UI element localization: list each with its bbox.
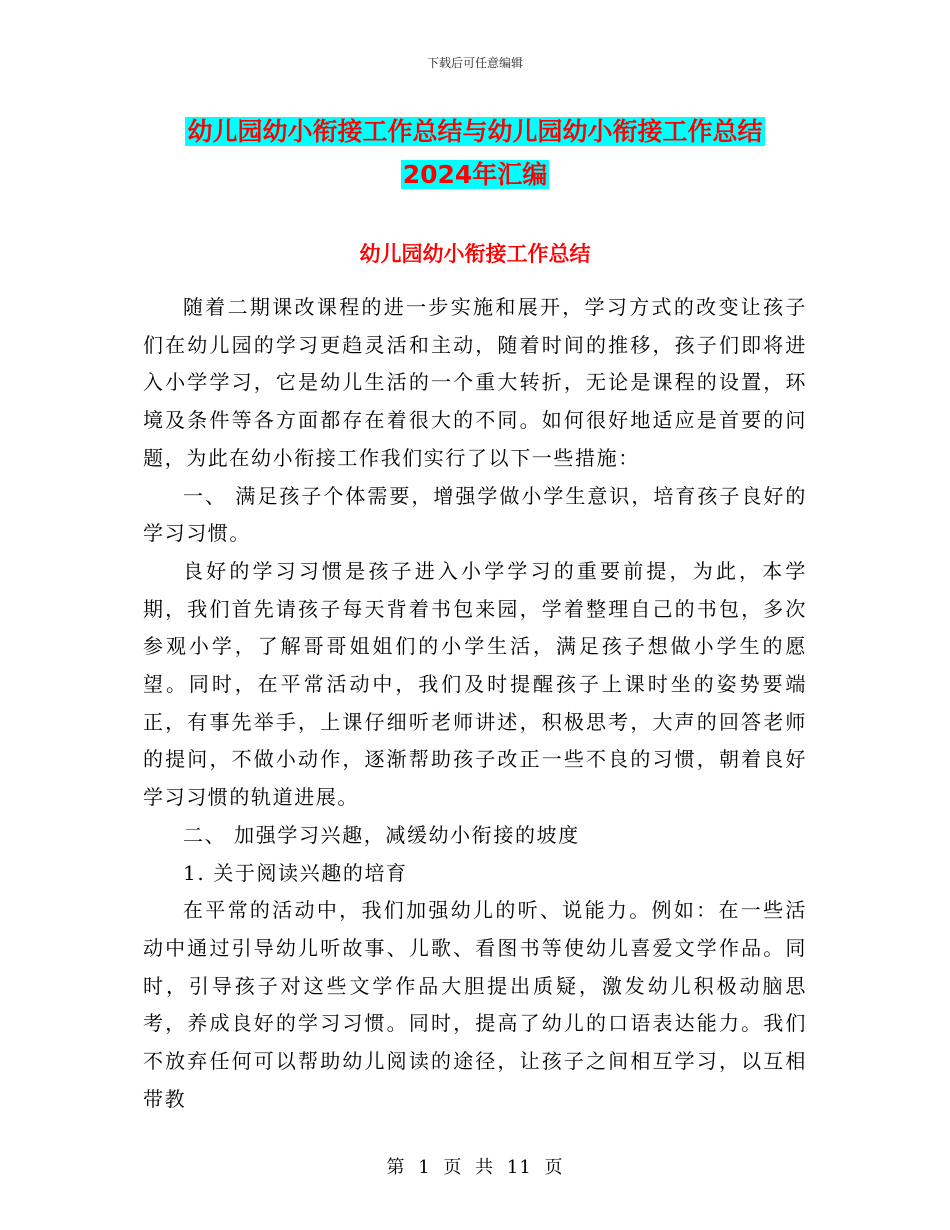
paragraph-habits: 良好的学习习惯是孩子进入小学学习的重要前提，为此，本学期，我们首先请孩子每天背着书包来园，学着整理自己的书包，多次参观小学，了解哥哥姐姐们的小学生活，满足孩子想做小学生的愿望。同时，在平常活动中，我们及时提醒孩子上课时坐的姿势要端正，有事先举手，上课仔细听老师讲述，积极思考，大声的回答老师的提问，不做小动作，逐渐帮助孩子改正一些不良的习惯，朝着良好学习习惯的轨道进展。 — [143, 558, 807, 810]
footer-page-number: 1 — [418, 1157, 431, 1178]
paragraph-heading-2: 二、 加强学习兴趣，减缓幼小衔接的坡度 — [183, 822, 580, 847]
section-title: 幼儿园幼小衔接工作总结 — [359, 242, 591, 267]
document-title-text-2: 2024年汇编 — [402, 160, 548, 189]
footer-total-label: 共 — [475, 1157, 495, 1178]
header-note: 下载后可任意编辑 — [426, 56, 523, 70]
footer-page-unit: 页 — [443, 1157, 463, 1178]
footer-total-pages: 11 — [506, 1157, 532, 1178]
body-text — [143, 289, 807, 1118]
document-title-line2 — [0, 155, 950, 195]
paragraph-heading-1: 一、 满足孩子个体需要，增强学做小学生意识，培育孩子良好的学习习惯。 — [143, 483, 807, 546]
document-title-text-1: 幼儿园幼小衔接工作总结与幼儿园幼小衔接工作总结 — [187, 117, 763, 146]
paragraph-reading: 在平常的活动中，我们加强幼儿的听、说能力。例如：在一些活动中通过引导幼儿听故事、儿歌、看图书等使幼儿喜爱文学作品。同时，引导孩子对这些文学作品大胆提出质疑，激发幼儿积极动脑思考，养成良好的学习习惯。同时，提高了幼儿的口语表达能力。我们不放弃任何可以帮助幼儿阅读的途径，让孩子之间相互学习，以互相带教 — [143, 898, 807, 1111]
page-footer — [0, 1153, 950, 1179]
footer-total-unit: 页 — [544, 1157, 564, 1178]
document-title-line1 — [0, 112, 950, 152]
footer-page-label: 第 — [386, 1157, 406, 1178]
paragraph-subheading-1: 1. 关于阅读兴趣的培育 — [183, 860, 408, 885]
paragraph-intro: 随着二期课改课程的进一步实施和展开，学习方式的改变让孩子们在幼儿园的学习更趋灵活和主动，随着时间的推移，孩子们即将进入小学学习，它是幼儿生活的一个重大转折，无论是课程的设置，环境及条件等各方面都存在着很大的不同。如何很好地适应是首要的问题，为此在幼小衔接工作我们实行了以下一些措施： — [143, 295, 807, 470]
